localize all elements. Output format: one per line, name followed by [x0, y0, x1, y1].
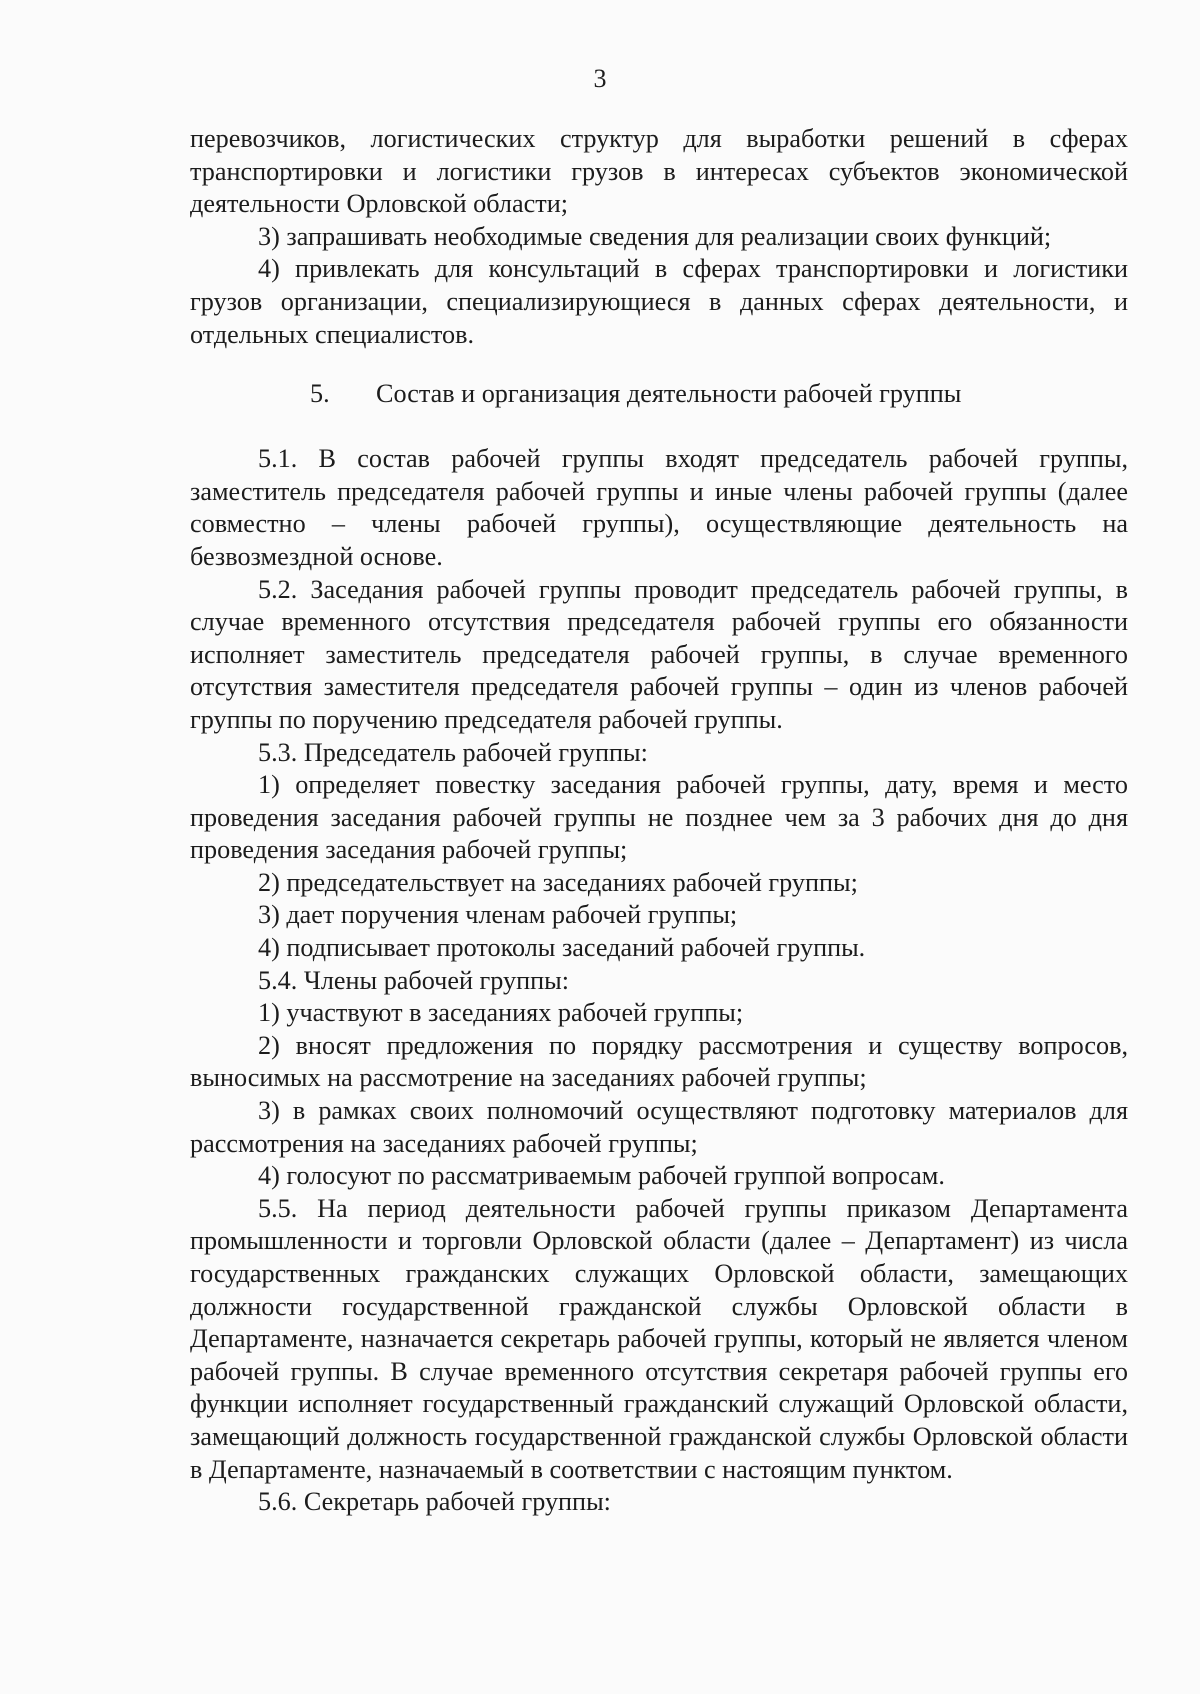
- paragraph: 4) подписывает протоколы заседаний рабочей группы.: [258, 933, 866, 963]
- paragraph: 3) в рамках своих полномочий осуществляют подготовку материалов для рассмотрения на заседаниях рабочей группы;: [190, 1096, 1128, 1158]
- paragraph: 1) участвуют в заседаниях рабочей группы;: [258, 998, 744, 1028]
- document-body: [190, 123, 1128, 1519]
- page-number: 3: [593, 64, 607, 93]
- paragraphs-body: [190, 443, 1128, 1519]
- paragraph: 2) вносят предложения по порядку рассмотрения и существу вопросов, выносимых на рассмотрение на заседаниях рабочей группы;: [190, 1030, 1128, 1093]
- paragraph: 5.1. В состав рабочей группы входят председатель рабочей группы, заместитель председателя рабочей группы и иные члены рабочей группы (далее совместно – члены рабочей группы), осуществляющие деятельность на безвозмездной основе.: [190, 444, 1128, 571]
- paragraph: 5.3. Председатель рабочей группы:: [258, 737, 648, 767]
- paragraph: 3) дает поручения членам рабочей группы;: [258, 900, 738, 930]
- paragraph: 4) привлекать для консультаций в сферах транспортировки и логистики грузов организации, специализирующиеся в данных сферах деятельности, и отдельных специалистов.: [190, 254, 1128, 349]
- paragraph: 4) голосуют по рассматриваемым рабочей группой вопросам.: [258, 1161, 945, 1191]
- paragraph: 5.6. Секретарь рабочей группы:: [258, 1487, 611, 1517]
- paragraph: перевозчиков, логистических структур для выработки решений в сферах транспортировки и логистики грузов в интересах субъектов экономической деятельности Орловской области;: [190, 124, 1128, 219]
- section-heading: [190, 378, 1128, 410]
- paragraph: 5.4. Члены рабочей группы:: [258, 965, 569, 995]
- paragraphs-top: [190, 123, 1128, 351]
- paragraph: 2) председательствует на заседаниях рабочей группы;: [258, 867, 858, 897]
- section-title: Состав и организация деятельности рабочей группы: [376, 379, 962, 409]
- section-number: 5.: [310, 379, 330, 409]
- paragraph: 5.2. Заседания рабочей группы проводит председатель рабочей группы, в случае временного отсутствия председателя рабочей группы его обязанности исполняет заместитель председателя рабочей группы, в случае временного отсутствия заместителя председателя рабочей группы – один из членов рабочей группы по поручению председателя рабочей группы.: [190, 574, 1128, 734]
- paragraph: 1) определяет повестку заседания рабочей группы, дату, время и место проведения заседания рабочей группы не позднее чем за 3 рабочих дня до дня проведения заседания рабочей группы;: [190, 770, 1128, 865]
- paragraph: 5.5. На период деятельности рабочей группы приказом Департамента промышленности и торговли Орловской области (далее – Департамент) из числа государственных гражданских служащих Орловской области, замещающих должности государственной гражданской службы Орловской области в Департаменте, назначается секретарь рабочей группы, который не является членом рабочей группы. В случае временного отсутствия секретаря рабочей группы его функции исполняет государственный гражданский служащий Орловской области, замещающий должность государственной гражданской службы Орловской области в Департаменте, назначаемый в соответствии с настоящим пунктом.: [190, 1193, 1128, 1484]
- paragraph: 3) запрашивать необходимые сведения для реализации своих функций;: [258, 221, 1052, 251]
